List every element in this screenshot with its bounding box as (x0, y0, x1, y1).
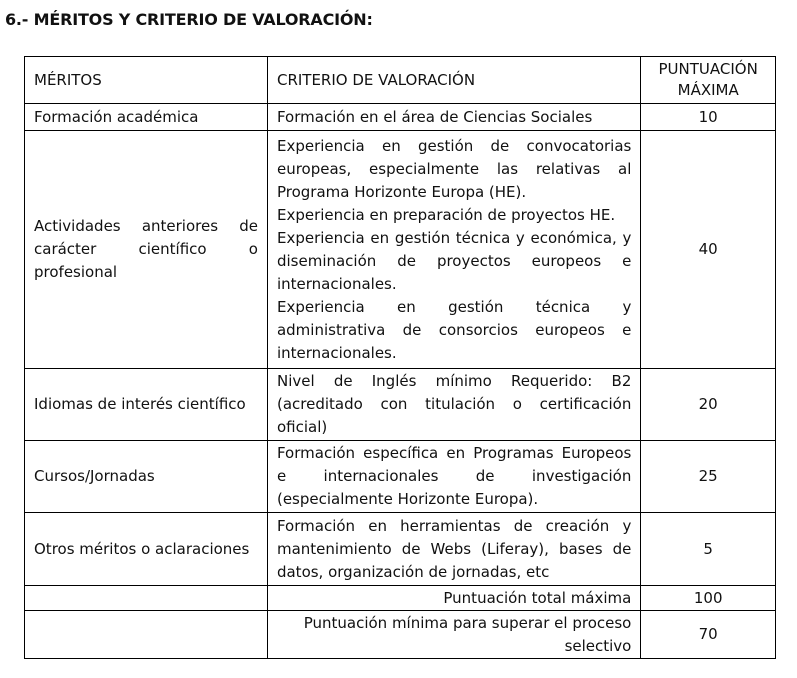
empty-cell (25, 611, 268, 659)
total-label: Puntuación total máxima (267, 586, 640, 611)
criterio-cell (267, 104, 640, 131)
total-value: 100 (641, 586, 776, 611)
puntuacion-cell: 40 (641, 131, 776, 369)
section-heading: 6.- MÉRITOS Y CRITERIO DE VALORACIÓN: (5, 10, 373, 29)
criterio-text: Experiencia en gestión de convocatorias europeas, especialmente las relativas al Programa Horizonte Europa (HE). (276, 136, 632, 201)
table-header-row (25, 57, 776, 104)
table-row (25, 104, 776, 131)
criterio-text: Formación en herramientas de creación y mantenimiento de Webs (Liferay), bases de datos, organización de jornadas, etc (276, 516, 632, 581)
merito-cell: Actividades anteriores de carácter científico o profesional (25, 131, 268, 369)
criterio-cell (267, 369, 640, 441)
table-row (25, 131, 776, 369)
puntuacion-cell: 5 (641, 513, 776, 586)
minimum-row (25, 611, 776, 659)
criterio-text: Experiencia en gestión técnica y administrativa de consorcios europeos e internacionales. (276, 297, 632, 362)
merito-cell: Formación académica (25, 104, 268, 131)
minimum-label: Puntuación mínima para superar el proceso selectivo (267, 611, 640, 659)
merito-cell: Idiomas de interés científico (25, 369, 268, 441)
criterio-cell (267, 441, 640, 513)
minimum-value: 70 (641, 611, 776, 659)
table-row (25, 441, 776, 513)
criteria-table (24, 56, 776, 659)
merito-cell: Cursos/Jornadas (25, 441, 268, 513)
criterio-cell (267, 513, 640, 586)
criterio-text: Nivel de Inglés mínimo Requerido: B2 (acreditado con titulación o certificación oficial) (276, 372, 632, 436)
table-row (25, 513, 776, 586)
puntuacion-cell: 10 (641, 104, 776, 131)
puntuacion-cell: 20 (641, 369, 776, 441)
table-row (25, 369, 776, 441)
header-puntuacion-line2: MÁXIMA (677, 81, 739, 99)
total-row (25, 586, 776, 611)
empty-cell (25, 586, 268, 611)
header-puntuacion-line1: PUNTUACIÓN (658, 60, 758, 78)
puntuacion-cell: 25 (641, 441, 776, 513)
criterio-text: Formación en el área de Ciencias Sociales (276, 107, 593, 126)
merito-cell: Otros méritos o aclaraciones (25, 513, 268, 586)
criterio-cell (267, 131, 640, 369)
header-criterio: CRITERIO DE VALORACIÓN (267, 57, 640, 104)
criterio-text: Experiencia en gestión técnica y económica, y diseminación de proyectos europeos e internacionales. (276, 228, 632, 293)
header-meritos: MÉRITOS (25, 57, 268, 104)
header-puntuacion (641, 57, 776, 104)
criterio-text: Experiencia en preparación de proyectos HE. (276, 205, 616, 224)
criterio-text: Formación específica en Programas Europeos e internacionales de investigación (especialmente Horizonte Europa). (276, 444, 632, 508)
